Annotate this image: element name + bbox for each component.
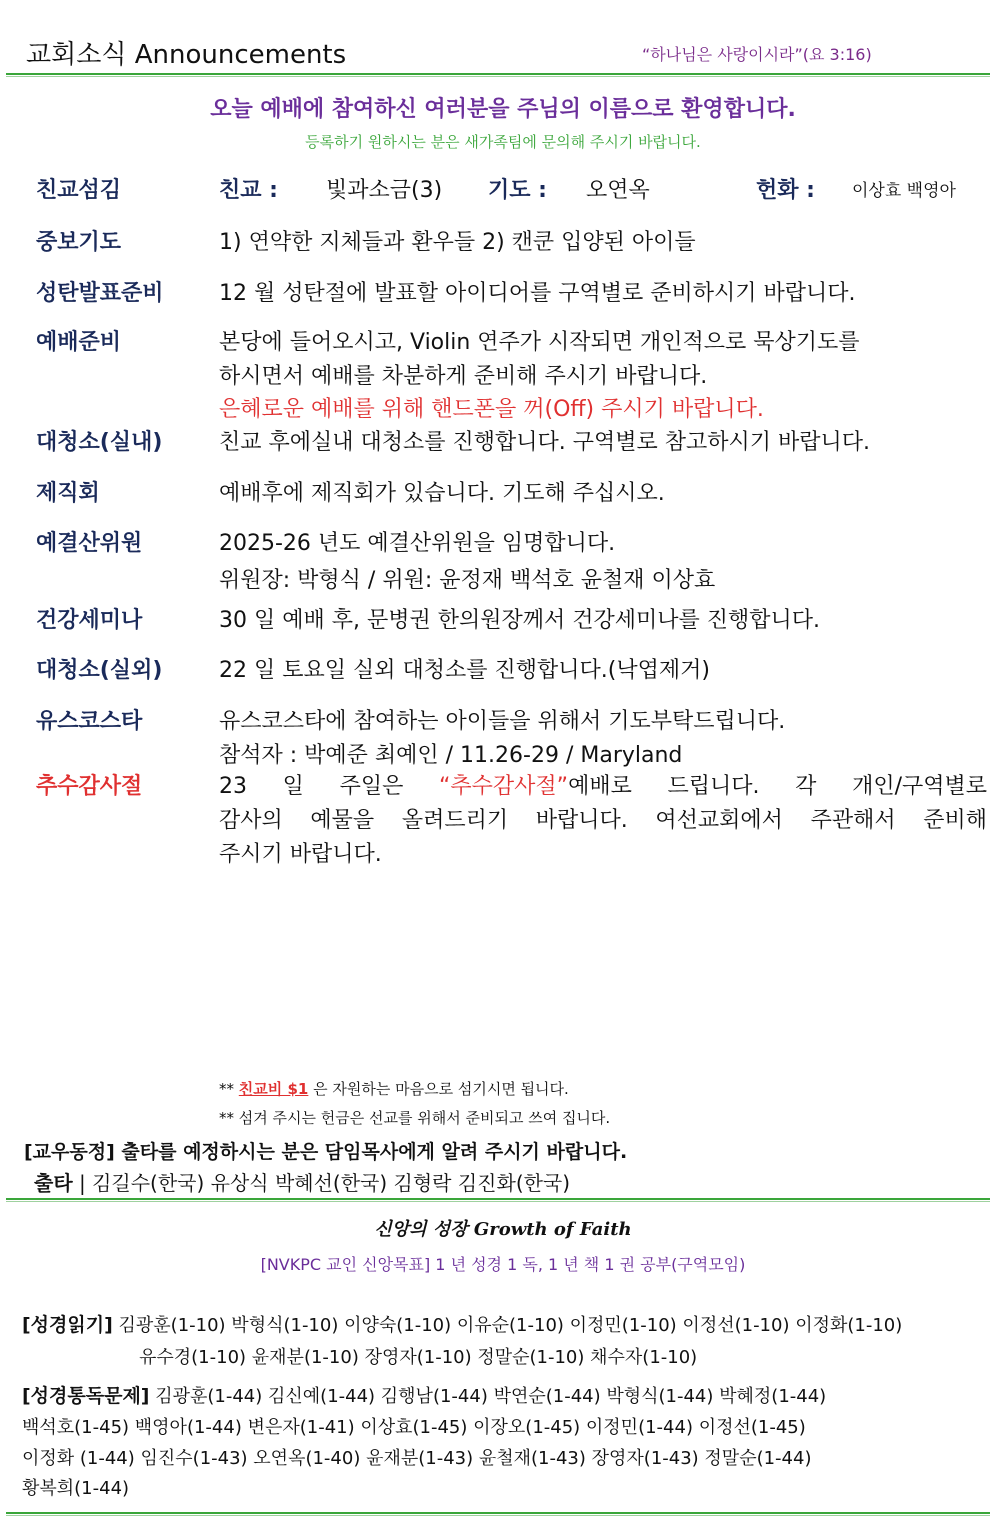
page-title: 교회소식 Announcements: [26, 40, 347, 70]
growth-title: 신앙의 성장 Growth of Faith: [374, 1219, 632, 1240]
worship-line2: 하시면서 예배를 차분하게 준비해 주시기 바랍니다.: [219, 364, 708, 389]
clean-indoor-label: 대청소(실내): [36, 430, 163, 455]
youth-line1: 유스코스타에 참여하는 아이들을 위해서 기도부탁드립니다.: [219, 709, 786, 734]
header-divider: [6, 73, 990, 77]
welcome-message: 오늘 예배에 참여하신 여러분을 주님의 이름으로 환영합니다.: [210, 97, 796, 122]
worship-label: 예배준비: [36, 330, 122, 355]
header-verse: “하나님은 사랑이시라”(요 3:16): [642, 45, 872, 64]
bible-quiz-names-1: 김광훈(1-44) 김신예(1-44) 김행남(1-44) 박연순(1-44) 박형식(1-44) 박혜정(1-44): [149, 1386, 827, 1407]
youth-line2: 참석자 : 박예준 최예인 / 11.26-29 / Maryland: [219, 743, 683, 768]
worship-line1: 본당에 들어오시고, Violin 연주가 시작되면 개인적으로 묵상기도를: [219, 330, 860, 355]
fellowship-fee-link: 친교비 $1: [238, 1080, 309, 1098]
bible-quiz-line1: [22, 1381, 826, 1408]
thanksgiving-line1-date: 23 일 주일은: [219, 774, 439, 799]
intercession-text: 1) 연약한 지체들과 환우들 2) 캔쿤 입양된 아이들: [219, 230, 696, 255]
bible-reading-label: [성경읽기]: [22, 1314, 113, 1336]
fellowship-value: 빛과소금(3): [326, 178, 443, 203]
fellowship-label: 친교 :: [219, 178, 278, 203]
note-prefix: **: [219, 1080, 239, 1098]
departure-names: | 김길수(한국) 유상식 박혜선(한국) 김형락 김진화(한국): [72, 1171, 571, 1195]
note-suffix: 은 자원하는 마음으로 섬기시면 됩니다.: [308, 1080, 569, 1098]
budget-line2: 위원장: 박형식 / 위원: 윤정재 백석호 윤철재 이상효: [219, 568, 716, 593]
thanksgiving-line1: [219, 769, 987, 800]
footer-divider: [6, 1512, 990, 1516]
intercession-label: 중보기도: [36, 230, 122, 255]
departure-list: [34, 1167, 570, 1196]
officers-text: 예배후에 제직회가 있습니다. 기도해 주십시오.: [219, 481, 665, 506]
faith-goal: [NVKPC 교인 신앙목표] 1 년 성경 1 독, 1 년 책 1 권 공부(구역모임): [260, 1255, 746, 1274]
bible-reading-line2: 유수경(1-10) 윤재분(1-10) 장영자(1-10) 정말순(1-10) 채수자(1-10): [139, 1347, 698, 1368]
seminar-text: 30 일 예배 후, 문병권 한의원장께서 건강세미나를 진행합니다.: [219, 608, 820, 633]
bible-reading-line1: [22, 1310, 902, 1337]
growth-divider: [6, 1198, 990, 1202]
thanksgiving-line2: 감사의 예물을 올려드리기 바랍니다. 여선교회에서 주관해서 준비해: [219, 808, 987, 833]
clean-outdoor-text: 22 일 토요일 실외 대청소를 진행합니다.(낙엽제거): [219, 658, 710, 683]
christmas-label: 성탄발표준비: [36, 281, 164, 306]
thanksgiving-highlight: “추수감사절”: [439, 774, 569, 799]
phone-off-notice: 은혜로운 예배를 위해 핸드폰을 꺼(Off) 주시기 바랍니다.: [219, 397, 764, 422]
prayer-label: 기도 :: [488, 178, 547, 203]
bible-quiz-line4: 황복희(1-44): [22, 1478, 130, 1499]
thanksgiving-line3: 주시기 바랍니다.: [219, 842, 382, 867]
bible-quiz-label: [성경통독문제]: [22, 1385, 150, 1407]
flower-label: 헌화 :: [756, 178, 815, 203]
prayer-value: 오연옥: [586, 178, 650, 203]
christmas-text: 12 월 성탄절에 발표할 아이디어를 구역별로 준비하시기 바랍니다.: [219, 281, 856, 306]
officers-label: 제직회: [36, 481, 100, 506]
thanksgiving-label: 추수감사절: [36, 774, 143, 799]
thanksgiving-line1-rest: 예배로 드립니다. 각 개인/구역별로: [568, 774, 987, 799]
budget-label: 예결산위원: [36, 531, 143, 556]
clean-indoor-text: 친교 후에실내 대청소를 진행합니다. 구역별로 참고하시기 바랍니다.: [219, 430, 871, 455]
servers-label: 친교섬김: [36, 178, 122, 203]
youth-label: 유스코스타: [36, 709, 143, 734]
bible-quiz-line2: 백석호(1-45) 백영아(1-44) 변은자(1-41) 이상효(1-45) 이장오(1-45) 이정민(1-44) 이정선(1-45): [22, 1417, 806, 1438]
fellowship-fee-note: [219, 1078, 569, 1099]
seminar-label: 건강세미나: [36, 608, 143, 633]
bible-reading-names-1: 김광훈(1-10) 박형식(1-10) 이양숙(1-10) 이유순(1-10) 이정민(1-10) 이정선(1-10) 이정화(1-10): [112, 1315, 903, 1336]
offering-note: ** 섬겨 주시는 헌금은 선교를 위해서 준비되고 쓰여 집니다.: [219, 1109, 611, 1127]
departure-label: 출타: [34, 1171, 73, 1195]
bible-quiz-line3: 이정화 (1-44) 임진수(1-43) 오연옥(1-40) 윤재분(1-43) 윤철재(1-43) 장영자(1-43) 정말순(1-44): [22, 1448, 812, 1469]
clean-outdoor-label: 대청소(실외): [36, 658, 163, 683]
member-news-heading: [교우동정] 출타를 예정하시는 분은 담임목사에게 알려 주시기 바랍니다.: [24, 1141, 628, 1163]
flower-value: 이상효 백영아: [852, 181, 956, 201]
budget-line1: 2025-26 년도 예결산위원을 임명합니다.: [219, 531, 616, 556]
registration-note: 등록하기 원하시는 분은 새가족팀에 문의해 주시기 바랍니다.: [305, 133, 701, 151]
